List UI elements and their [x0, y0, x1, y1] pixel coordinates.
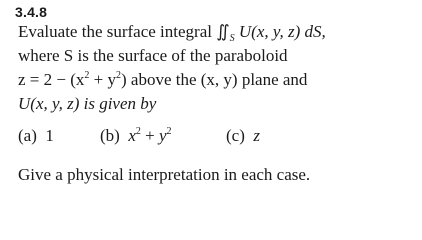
part-a — [18, 124, 54, 148]
part-b-x-exponent: 2 — [135, 126, 141, 137]
part-b-y-exponent: 2 — [166, 126, 172, 137]
paraboloid-eq-mid: + y — [89, 70, 116, 89]
part-b-plus: + — [140, 126, 159, 145]
part-c — [226, 124, 260, 148]
part-a-label: (a) — [18, 126, 37, 145]
instruction-text: Give a physical interpretation in each case. — [18, 165, 311, 184]
problem-line-2: where S is the surface of the paraboloid — [18, 46, 288, 65]
part-b — [100, 124, 172, 148]
part-c-value: z — [253, 126, 260, 145]
part-c-label: (c) — [226, 126, 245, 145]
problem-line-1 — [18, 20, 416, 44]
paraboloid-eq-lhs: z = 2 − (x — [18, 70, 85, 89]
integral-subscript: S — [229, 33, 235, 44]
problem-statement — [18, 20, 416, 116]
part-b-label: (b) — [100, 126, 120, 145]
part-b-y: y — [158, 126, 167, 145]
problem-number: 3.4.8 — [15, 4, 48, 20]
surface-integral-sign: ∬ — [216, 22, 230, 41]
paraboloid-eq-rhs: ) above the (x, y) plane and — [120, 70, 308, 89]
part-a-value: 1 — [45, 126, 54, 145]
x-exponent: 2 — [84, 70, 90, 81]
y-exponent: 2 — [115, 70, 121, 81]
problem-line-3 — [18, 68, 416, 92]
problem-line-4: U(x, y, z) is given by — [18, 94, 157, 113]
problem-intro-text: Evaluate the surface integral — [18, 22, 212, 41]
integrand: U(x, y, z) dS, — [238, 22, 326, 41]
part-b-x: x — [128, 126, 136, 145]
